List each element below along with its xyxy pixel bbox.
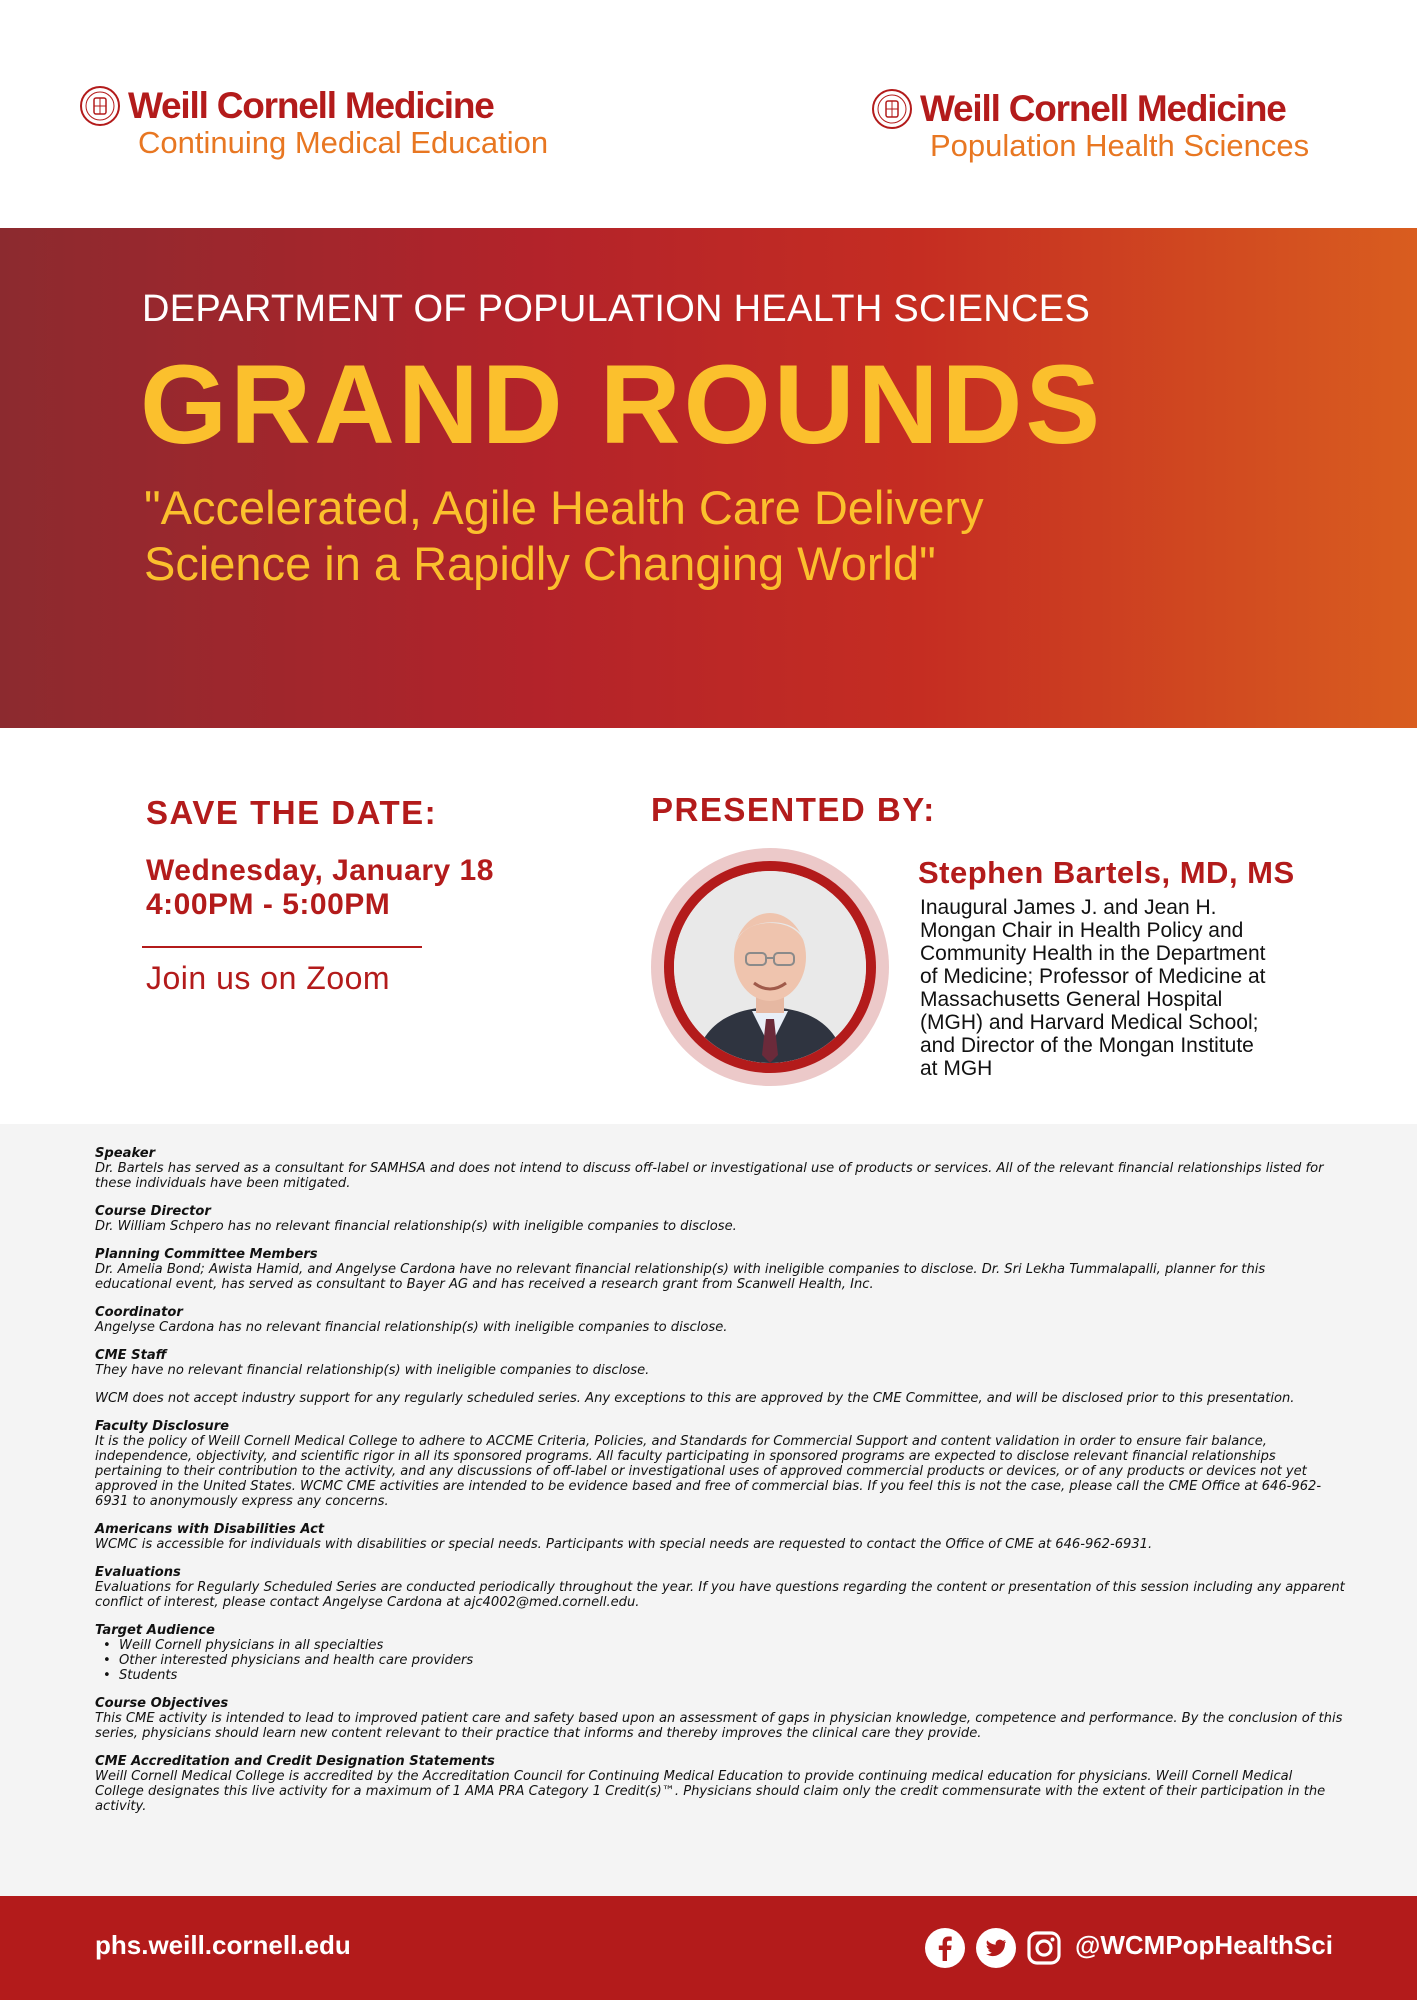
disclosure-course-director xyxy=(95,1204,1345,1234)
section-text: WCMC is accessible for individuals with disabilities or special needs. Participants with special needs are requested to contact the Office of CME at 646-962-6931. xyxy=(95,1537,1153,1552)
section-heading: Target Audience xyxy=(95,1623,215,1638)
left-logo-brand: Weill Cornell Medicine xyxy=(128,85,494,126)
event-date: Wednesday, January 18 xyxy=(146,854,494,887)
talk-title-line: "Accelerated, Agile Health Care Delivery xyxy=(144,481,984,534)
event-title: GRAND ROUNDS xyxy=(140,342,1104,467)
speaker-portrait xyxy=(674,871,866,1063)
list-item: • Weill Cornell physicians in all specialties xyxy=(95,1638,1345,1653)
speaker-title-line: Inaugural James J. and Jean H. xyxy=(920,896,1217,919)
footer xyxy=(0,1896,1417,2000)
speaker-title-line: Community Health in the Department xyxy=(920,942,1266,965)
section-text: Dr. Amelia Bond; Awista Hamid, and Angelyse Cardona have no relevant financial relationship(s) with ineligible companies to disclose. Dr. Sri Lekha Tummalapalli, planner for this educational event, has served as consultant to Bayer AG and has received a research grant from Scanwell Health, Inc. xyxy=(95,1262,1266,1292)
speaker-title-line: at MGH xyxy=(920,1057,993,1080)
department-label: DEPARTMENT OF POPULATION HEALTH SCIENCES xyxy=(142,288,1091,330)
twitter-icon[interactable] xyxy=(976,1928,1016,1968)
cornell-seal-icon xyxy=(872,89,912,129)
talk-title xyxy=(144,480,1144,592)
section-text: Weill Cornell Medical College is accredited by the Accreditation Council for Continuing Medical Education to provide continuing medical education for physicians. Weill Cornell Medical College designates this live activity for a maximum of 1 AMA PRA Category 1 Credit(s)™. Physicians should claim only the credit commensurate with the extent of their participation in the activity. xyxy=(95,1769,1326,1814)
disclosure-target-audience xyxy=(95,1623,1345,1683)
disclosure-evaluations xyxy=(95,1565,1345,1610)
disclosure-cme-staff xyxy=(95,1348,1345,1378)
section-heading: CME Accreditation and Credit Designation Statements xyxy=(95,1754,495,1769)
disclosure-faculty xyxy=(95,1419,1345,1509)
wcm-cme-logo xyxy=(80,86,548,160)
section-text: Angelyse Cardona has no relevant financial relationship(s) with ineligible companies to disclose. xyxy=(95,1320,728,1335)
section-text: They have no relevant financial relationship(s) with ineligible companies to disclose. xyxy=(95,1363,650,1378)
speaker-title-line: of Medicine; Professor of Medicine at xyxy=(920,965,1266,988)
disclosure-planning xyxy=(95,1247,1345,1292)
instagram-icon[interactable] xyxy=(1024,1928,1064,1968)
speaker-title-line: Mongan Chair in Health Policy and xyxy=(920,919,1244,942)
divider xyxy=(142,946,422,948)
speaker-photo xyxy=(651,848,889,1086)
disclosure-coordinator xyxy=(95,1305,1345,1335)
speaker-title xyxy=(920,896,1320,1080)
list-item: • Students xyxy=(95,1668,1345,1683)
speaker-title-line: and Director of the Mongan Institute xyxy=(920,1034,1254,1057)
section-heading: Americans with Disabilities Act xyxy=(95,1522,325,1537)
right-logo-brand: Weill Cornell Medicine xyxy=(920,88,1286,129)
event-datetime xyxy=(146,854,494,922)
speaker-name: Stephen Bartels, MD, MS xyxy=(918,855,1295,890)
title-banner xyxy=(0,228,1417,728)
wcm-phs-logo xyxy=(872,89,1309,163)
facebook-icon[interactable] xyxy=(925,1928,965,1968)
speaker-title-line: Massachusetts General Hospital xyxy=(920,988,1223,1011)
section-heading: Course Director xyxy=(95,1204,211,1219)
disclosure-support xyxy=(95,1391,1345,1406)
section-heading: Coordinator xyxy=(95,1305,183,1320)
section-text: It is the policy of Weill Cornell Medical College to adhere to ACCME Criteria, Policies, and Standards for Commercial Support and content validation in order to ensure fair balance, independence, objectivity, and scientific rigor in all its sponsored programs. All faculty participating in sponsored programs are expected to disclose relevant financial relationships pertaining to their contribution to the activity, and any discussions of off-label or investigational uses of approved commercial products or devices, or of any products or devices not yet approved in the United States. WCMC CME activities are intended to be evidence based and free of commercial bias. If you feel this is not the case, please call the CME Office at 646-962-6931 to anonymously express any concerns. xyxy=(95,1434,1322,1509)
disclosure-objectives xyxy=(95,1696,1345,1741)
section-text: Dr. Bartels has served as a consultant for SAMHSA and does not intend to discuss off-label or investigational use of products or services. All of the relevant financial relationships listed for these individuals have been mitigated. xyxy=(95,1161,1324,1191)
disclosure-accreditation xyxy=(95,1754,1345,1814)
section-text: WCM does not accept industry support for any regularly scheduled series. Any exceptions to this are approved by the CME Committee, and will be disclosed prior to this presentation. xyxy=(95,1391,1295,1406)
talk-title-line: Science in a Rapidly Changing World" xyxy=(144,537,936,590)
audience-list xyxy=(95,1638,1345,1683)
section-text: Evaluations for Regularly Scheduled Series are conducted periodically throughout the year. If you have questions regarding the content or presentation of this session including any apparent conflict of interest, please contact Angelyse Cardona at ajc4002@med.cornell.edu. xyxy=(95,1580,1345,1610)
list-item: • Other interested physicians and health care providers xyxy=(95,1653,1345,1668)
section-heading: Faculty Disclosure xyxy=(95,1419,230,1434)
section-heading: Planning Committee Members xyxy=(95,1247,318,1262)
section-heading: Speaker xyxy=(95,1146,156,1161)
event-time: 4:00PM - 5:00PM xyxy=(146,888,391,921)
save-date-heading: SAVE THE DATE: xyxy=(146,794,438,831)
left-logo-sub: Continuing Medical Education xyxy=(138,125,549,160)
section-heading: Evaluations xyxy=(95,1565,181,1580)
website-link[interactable]: phs.weill.cornell.edu xyxy=(95,1930,351,1960)
disclosure-speaker xyxy=(95,1146,1345,1191)
right-logo-sub: Population Health Sciences xyxy=(930,128,1310,163)
presented-by-heading: PRESENTED BY: xyxy=(651,791,936,828)
zoom-link[interactable]: Join us on Zoom xyxy=(146,960,391,996)
section-heading: CME Staff xyxy=(95,1348,167,1363)
section-heading: Course Objectives xyxy=(95,1696,229,1711)
speaker-title-line: (MGH) and Harvard Medical School; xyxy=(920,1011,1259,1034)
cornell-seal-icon xyxy=(80,86,120,126)
disclosure-section xyxy=(0,1124,1417,1896)
section-text: This CME activity is intended to lead to improved patient care and safety based upon an assessment of gaps in physician knowledge, competence and performance. By the conclusion of this series, physicians should learn new content relevant to their practice that informs and thereby improves the clinical care they provide. xyxy=(95,1711,1343,1741)
disclosure-ada xyxy=(95,1522,1345,1552)
section-text: Dr. William Schpero has no relevant financial relationship(s) with ineligible companies to disclose. xyxy=(95,1219,737,1234)
social-handle[interactable]: @WCMPopHealthSci xyxy=(1075,1930,1333,1960)
